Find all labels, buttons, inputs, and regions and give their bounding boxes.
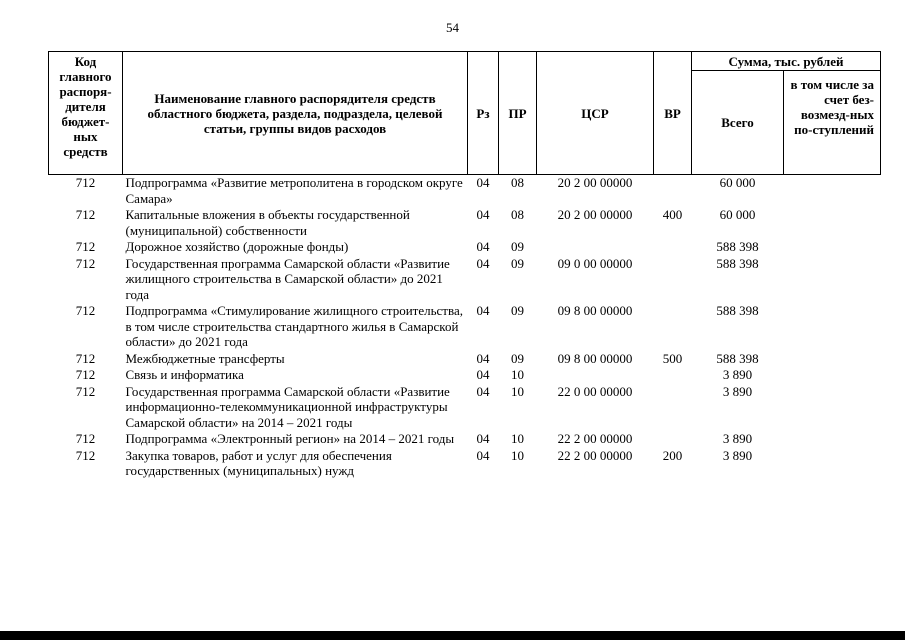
cell-rz: 04 <box>476 447 490 463</box>
budget-table <box>48 51 881 480</box>
cell-csr <box>537 239 654 256</box>
cell-total: 588 398 <box>716 239 759 254</box>
cell-bezv <box>784 256 881 304</box>
cell-csr: 22 2 00 00000 <box>557 431 633 446</box>
cell-name: Государственная программа Самарской области «Развитие жилищного строительства в Самарской области» до 2021 года <box>125 255 450 302</box>
cell-total: 60 000 <box>719 175 756 190</box>
cell-rz: 04 <box>476 175 490 190</box>
cell-pr: 10 <box>511 367 524 382</box>
table-row <box>49 303 881 351</box>
cell-vr: 400 <box>662 207 683 222</box>
cell-name: Капитальные вложения в объекты государственной (муниципальной) собственности <box>125 207 410 238</box>
cell-rz: 04 <box>476 207 490 222</box>
cell-code: 712 <box>75 383 96 399</box>
cell-code: 712 <box>75 255 96 271</box>
cell-rz: 04 <box>476 431 490 446</box>
cell-code: 712 <box>75 239 96 254</box>
cell-csr: 09 8 00 00000 <box>557 303 633 318</box>
cell-csr: 09 0 00 00000 <box>557 255 633 271</box>
cell-pr: 09 <box>511 239 524 254</box>
cell-vr <box>654 175 692 208</box>
header-total: Всего <box>692 71 784 175</box>
cell-rz: 04 <box>476 239 490 254</box>
cell-pr: 10 <box>511 447 524 463</box>
header-sum: Сумма, тыс. рублей <box>692 52 881 71</box>
header-rz: Рз <box>468 52 499 175</box>
cell-csr: 22 2 00 00000 <box>557 447 633 463</box>
table-row <box>49 384 881 432</box>
cell-name: Государственная программа Самарской области «Развитие информационно-телекоммуникационной инфраструктуры Самарской области» на 2014 – 2021 годы <box>125 383 450 430</box>
table-body <box>49 175 881 480</box>
page-number: 54 <box>446 20 459 35</box>
cell-total: 60 000 <box>719 207 756 222</box>
cell-rz: 04 <box>476 303 490 318</box>
cell-bezv <box>784 303 881 351</box>
table-row <box>49 448 881 480</box>
cell-bezv <box>784 431 881 448</box>
cell-bezv <box>784 207 881 239</box>
cell-bezv <box>784 239 881 256</box>
cell-name: Подпрограмма «Стимулирование жилищного строительства, в том числе строительства стандартного жилья в Самарской области» до 2021 года <box>125 303 463 349</box>
cell-csr: 22 0 00 00000 <box>557 383 633 399</box>
cell-pr: 10 <box>511 431 524 446</box>
cell-total: 588 398 <box>716 303 759 318</box>
cell-rz: 04 <box>476 255 490 271</box>
cell-vr <box>654 367 692 384</box>
cell-pr: 09 <box>511 303 524 318</box>
cell-code: 712 <box>75 350 96 366</box>
cell-name: Подпрограмма «Электронный регион» на 2014 – 2021 годы <box>125 431 455 446</box>
table-header <box>49 52 881 175</box>
cell-total: 3 890 <box>722 383 753 399</box>
cell-code: 712 <box>75 431 96 446</box>
scan-edge-bar <box>0 631 905 640</box>
cell-vr: 500 <box>662 350 683 366</box>
cell-vr <box>654 431 692 448</box>
cell-name: Межбюджетные трансферты <box>125 350 285 366</box>
cell-total: 588 398 <box>716 255 759 271</box>
cell-code: 712 <box>75 447 96 463</box>
table-row <box>49 207 881 239</box>
cell-csr: 20 2 00 00000 <box>557 175 633 190</box>
cell-name: Связь и информатика <box>125 367 244 382</box>
cell-csr: 20 2 00 00000 <box>557 207 633 222</box>
cell-pr: 08 <box>511 175 524 190</box>
cell-pr: 08 <box>511 207 524 222</box>
cell-bezv <box>784 351 881 368</box>
cell-pr: 09 <box>511 350 524 366</box>
cell-bezv <box>784 384 881 432</box>
header-code: Код главного распоря-дителя бюджет-ных средств <box>49 52 123 175</box>
cell-total: 3 890 <box>722 431 753 446</box>
cell-rz: 04 <box>476 367 490 382</box>
cell-code: 712 <box>75 367 96 382</box>
cell-total: 588 398 <box>716 350 759 366</box>
table-row <box>49 351 881 368</box>
table-row <box>49 367 881 384</box>
cell-vr <box>654 384 692 432</box>
cell-code: 712 <box>75 175 96 190</box>
cell-rz: 04 <box>476 383 490 399</box>
cell-vr <box>654 239 692 256</box>
cell-total: 3 890 <box>722 447 753 463</box>
header-name: Наименование главного распорядителя средств областного бюджета, раздела, подраздела, целевой статьи, группы видов расходов <box>123 52 468 175</box>
cell-csr <box>537 367 654 384</box>
header-pr: ПР <box>499 52 537 175</box>
cell-bezv <box>784 367 881 384</box>
cell-vr <box>654 303 692 351</box>
cell-name: Дорожное хозяйство (дорожные фонды) <box>125 239 349 254</box>
table-row <box>49 256 881 304</box>
cell-vr: 200 <box>662 447 683 463</box>
table-row <box>49 431 881 448</box>
cell-rz: 04 <box>476 350 490 366</box>
cell-code: 712 <box>75 207 96 222</box>
cell-bezv <box>784 175 881 208</box>
header-csr: ЦСР <box>537 52 654 175</box>
cell-name: Закупка товаров, работ и услуг для обеспечения государственных (муниципальных) нужд <box>125 447 392 478</box>
cell-bezv <box>784 448 881 480</box>
cell-pr: 09 <box>511 255 524 271</box>
cell-vr <box>654 256 692 304</box>
cell-csr: 09 8 00 00000 <box>557 350 633 366</box>
cell-name: Подпрограмма «Развитие метрополитена в городском округе Самара» <box>125 175 463 206</box>
cell-pr: 10 <box>511 383 524 399</box>
table-row <box>49 175 881 208</box>
cell-code: 712 <box>75 303 96 318</box>
header-vr: ВР <box>654 52 692 175</box>
header-bezv: в том числе за счет без-возмезд-ных по-ступлений <box>784 71 881 175</box>
cell-total: 3 890 <box>722 367 753 382</box>
table-row <box>49 239 881 256</box>
